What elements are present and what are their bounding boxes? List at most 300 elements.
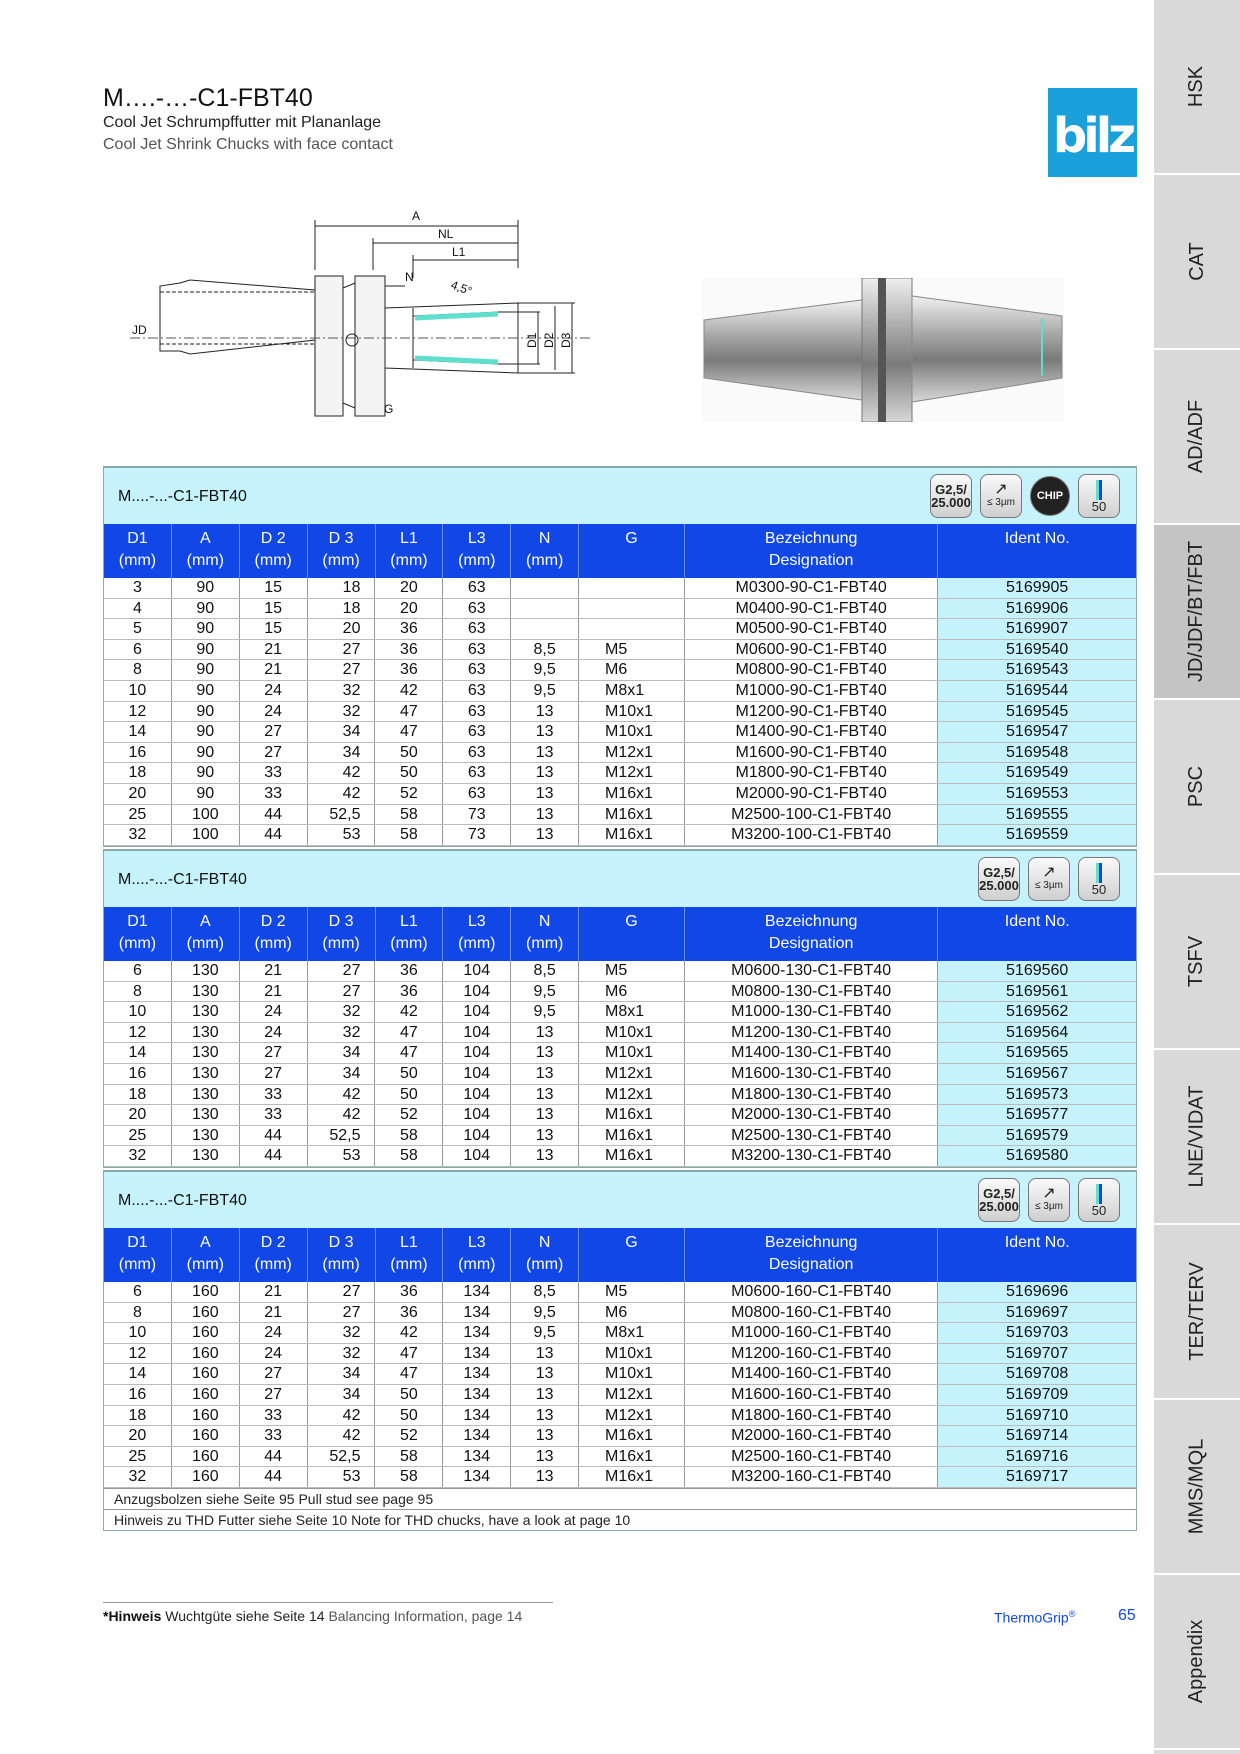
- page-number: 65: [1118, 1607, 1136, 1624]
- table-cell: 13: [511, 825, 579, 845]
- table-cell: 32: [308, 1002, 376, 1022]
- sidebar-tab-label: HSK: [1185, 65, 1208, 108]
- table-cell: 36: [375, 619, 443, 639]
- table-cell: M8x1: [579, 1323, 685, 1343]
- table-cell: [579, 619, 685, 639]
- table-cell: 5169562: [938, 1002, 1136, 1022]
- table-cell: 5169561: [938, 982, 1136, 1002]
- table-cell: 18: [104, 763, 172, 783]
- table-cell: 13: [511, 1467, 579, 1487]
- subtitle-english: Cool Jet Shrink Chucks with face contact: [103, 136, 393, 153]
- table-cell: 25: [104, 1126, 172, 1146]
- table-cell: 42: [375, 1323, 443, 1343]
- table-cell: 13: [511, 1344, 579, 1364]
- column-header: Ident No.: [1004, 1234, 1070, 1251]
- table-cell: 47: [375, 1344, 443, 1364]
- runout-icon: ↗ ≤ 3µm: [1028, 857, 1070, 901]
- table-cell: 5169907: [938, 619, 1136, 639]
- table-cell: 13: [511, 763, 579, 783]
- table-cell: M10x1: [579, 1023, 685, 1043]
- table-cell: M12x1: [579, 763, 685, 783]
- table-cell: M16x1: [579, 1105, 685, 1125]
- table-row: [104, 660, 1136, 681]
- table-cell: M5: [579, 640, 685, 660]
- feature-icons: [978, 857, 1120, 901]
- table-cell: 90: [172, 702, 240, 722]
- table-cell: 50: [375, 1406, 443, 1426]
- table-cell: 13: [511, 1447, 579, 1467]
- table-cell: M8x1: [579, 1002, 685, 1022]
- table-cell: 13: [511, 1426, 579, 1446]
- table-cell: M2500-160-C1-FBT40: [685, 1447, 938, 1467]
- table-cell: 53: [308, 1146, 376, 1166]
- table-title: M....-...-C1-FBT40: [118, 871, 247, 888]
- table-cell: 52: [375, 1105, 443, 1125]
- table-cell: 52: [375, 784, 443, 804]
- footer-rule: [103, 1602, 553, 1603]
- table-cell: M2000-90-C1-FBT40: [685, 784, 938, 804]
- table-cell: 16: [104, 1064, 172, 1084]
- footer-note: [103, 1608, 522, 1624]
- table-cell: 104: [443, 1023, 511, 1043]
- column-header: G: [579, 1228, 685, 1282]
- table-cell: 24: [240, 1002, 308, 1022]
- table-cell: M1000-90-C1-FBT40: [685, 681, 938, 701]
- dim-label-l1: L1: [452, 245, 466, 259]
- sidebar-tab-label: MMS/MQL: [1185, 1438, 1208, 1535]
- table-cell: 33: [240, 763, 308, 783]
- table-cell: 63: [443, 743, 511, 763]
- table-cell: 27: [240, 1385, 308, 1405]
- table-cell: M0500-90-C1-FBT40: [685, 619, 938, 639]
- table-cell: 9,5: [511, 681, 579, 701]
- table-cell: 36: [375, 982, 443, 1002]
- table-cell: 90: [172, 640, 240, 660]
- table-row: [104, 805, 1136, 826]
- table-cell: 27: [240, 1064, 308, 1084]
- sidebar-tab-label: JD/JDF/BT/FBT: [1185, 540, 1208, 683]
- table-cell: 90: [172, 681, 240, 701]
- table-row: [104, 1023, 1136, 1044]
- table-cell: 4: [104, 599, 172, 619]
- table-cell: M0600-130-C1-FBT40: [685, 961, 938, 981]
- table-cell: 36: [375, 1303, 443, 1323]
- chip-icon: CHIP: [1030, 476, 1070, 516]
- table-cell: 5169696: [938, 1282, 1136, 1302]
- column-header: L1 (mm): [376, 1228, 444, 1282]
- table-cell: M1000-130-C1-FBT40: [685, 1002, 938, 1022]
- table-cell: 52,5: [308, 1126, 376, 1146]
- table-cell: 5169545: [938, 702, 1136, 722]
- table-cell: 50: [375, 1085, 443, 1105]
- table-row: [104, 1126, 1136, 1147]
- table-cell: 5169707: [938, 1344, 1136, 1364]
- column-header: A (mm): [172, 907, 240, 961]
- table-cell: M10x1: [579, 702, 685, 722]
- table-cell: 8,5: [511, 640, 579, 660]
- table-cell: 3: [104, 578, 172, 598]
- table-cell: 13: [511, 1085, 579, 1105]
- column-header: L1 (mm): [376, 907, 444, 961]
- table-cell: 5169553: [938, 784, 1136, 804]
- bilz-logo: bilz: [1048, 88, 1137, 177]
- table-cell: M6: [579, 982, 685, 1002]
- table-cell: 14: [104, 722, 172, 742]
- table-cell: 63: [443, 660, 511, 680]
- table-cell: 33: [240, 1085, 308, 1105]
- table-cell: 130: [172, 1043, 240, 1063]
- product-table: [103, 849, 1137, 1168]
- table-cell: 32: [104, 825, 172, 845]
- sidebar-tab-label: TSFV: [1185, 935, 1208, 988]
- column-header: D1 (mm): [104, 1228, 172, 1282]
- table-cell: 130: [172, 1023, 240, 1043]
- table-cell: 18: [104, 1406, 172, 1426]
- table-cell: 47: [375, 1043, 443, 1063]
- table-cell: 5169579: [938, 1126, 1136, 1146]
- table-cell: 160: [172, 1344, 240, 1364]
- table-row: [104, 982, 1136, 1003]
- table-cell: 73: [443, 805, 511, 825]
- table-cell: 13: [511, 784, 579, 804]
- table-cell: M16x1: [579, 1426, 685, 1446]
- table-row: [104, 1344, 1136, 1365]
- table-cell: 160: [172, 1303, 240, 1323]
- table-cell: 5169906: [938, 599, 1136, 619]
- footer-note-text: Wuchtgüte siehe Seite 14: [161, 1608, 329, 1624]
- table-cell: 32: [308, 1023, 376, 1043]
- table-cell: 14: [104, 1043, 172, 1063]
- table-cell: 42: [308, 1426, 376, 1446]
- table-cell: 47: [375, 722, 443, 742]
- table-title: M....-...-C1-FBT40: [118, 1192, 247, 1209]
- table-cell: 47: [375, 702, 443, 722]
- column-header: G: [579, 907, 685, 961]
- sidebar-tab[interactable]: [1154, 700, 1240, 875]
- table-cell: M12x1: [579, 1385, 685, 1405]
- sidebar-tab-label: Appendix: [1185, 1619, 1208, 1704]
- table-cell: 13: [511, 743, 579, 763]
- table-cell: [511, 619, 579, 639]
- table-cell: 13: [511, 702, 579, 722]
- table-cell: 44: [240, 1126, 308, 1146]
- table-cell: M6: [579, 1303, 685, 1323]
- table-cell: 5169573: [938, 1085, 1136, 1105]
- table-row: [104, 1282, 1136, 1303]
- table-cell: 21: [240, 640, 308, 660]
- table-cell: M0600-160-C1-FBT40: [685, 1282, 938, 1302]
- table-cell: 63: [443, 599, 511, 619]
- column-header: G: [579, 524, 685, 578]
- dim-label-d1: D1: [525, 332, 539, 348]
- table-cell: M16x1: [579, 784, 685, 804]
- column-header: D1 (mm): [104, 524, 172, 578]
- table-header: [104, 1228, 1136, 1282]
- table-cell: 24: [240, 702, 308, 722]
- table-cell: 8: [104, 1303, 172, 1323]
- column-header: Bezeichnung Designation: [685, 907, 939, 961]
- table-cell: 52,5: [308, 805, 376, 825]
- table-cell: 90: [172, 619, 240, 639]
- table-cell: 5169548: [938, 743, 1136, 763]
- table-cell: 13: [511, 1385, 579, 1405]
- table-cell: [511, 599, 579, 619]
- table-cell: 5169710: [938, 1406, 1136, 1426]
- table-cell: 63: [443, 578, 511, 598]
- column-header: D 3 (mm): [308, 1228, 376, 1282]
- table-cell: M12x1: [579, 1085, 685, 1105]
- column-header: D 3 (mm): [308, 907, 376, 961]
- footer-note-en: Balancing Information,: [328, 1608, 468, 1624]
- table-cell: 134: [443, 1344, 511, 1364]
- table-cell: 33: [240, 784, 308, 804]
- table-cell: 20: [375, 578, 443, 598]
- table-cell: M12x1: [579, 1064, 685, 1084]
- table-cell: 58: [375, 1146, 443, 1166]
- table-cell: 100: [172, 825, 240, 845]
- table-cell: 36: [375, 660, 443, 680]
- table-cell: 44: [240, 1447, 308, 1467]
- table-cell: 10: [104, 1002, 172, 1022]
- sidebar-tab[interactable]: [1154, 350, 1240, 525]
- table-row: [104, 599, 1136, 620]
- table-cell: 13: [511, 1105, 579, 1125]
- table-cell: 90: [172, 599, 240, 619]
- table-cell: 50: [375, 1385, 443, 1405]
- table-note: Hinweis zu THD Futter siehe Seite 10 Note for THD chucks, have a look at page 10: [104, 1509, 1136, 1530]
- sidebar-tab[interactable]: [1154, 175, 1240, 350]
- table-cell: M2500-100-C1-FBT40: [685, 805, 938, 825]
- table-cell: 130: [172, 1126, 240, 1146]
- sidebar-tab[interactable]: [1154, 1225, 1240, 1400]
- table-row: [104, 1406, 1136, 1427]
- table-cell: 5169580: [938, 1146, 1136, 1166]
- table-cell: M1200-130-C1-FBT40: [685, 1023, 938, 1043]
- table-cell: 27: [240, 1043, 308, 1063]
- table-cell: 36: [375, 961, 443, 981]
- table-note: Anzugsbolzen siehe Seite 95 Pull stud see page 95: [104, 1488, 1136, 1509]
- table-cell: [511, 578, 579, 598]
- table-cell: 160: [172, 1467, 240, 1487]
- table-cell: 134: [443, 1385, 511, 1405]
- table-cell: M1200-90-C1-FBT40: [685, 702, 938, 722]
- table-cell: M1800-130-C1-FBT40: [685, 1085, 938, 1105]
- table-cell: 160: [172, 1385, 240, 1405]
- table-cell: M1400-130-C1-FBT40: [685, 1043, 938, 1063]
- table-cell: 21: [240, 1303, 308, 1323]
- table-row: [104, 640, 1136, 661]
- table-cell: 5169697: [938, 1303, 1136, 1323]
- feature-icons: [930, 474, 1120, 518]
- table-cell: 104: [443, 961, 511, 981]
- table-row: [104, 702, 1136, 723]
- table-cell: 15: [240, 599, 308, 619]
- table-cell: M2000-130-C1-FBT40: [685, 1105, 938, 1125]
- table-cell: 34: [308, 1364, 376, 1384]
- table-cell: 20: [104, 784, 172, 804]
- table-title-bar: [104, 851, 1136, 907]
- table-cell: 13: [511, 1064, 579, 1084]
- table-cell: M16x1: [579, 1447, 685, 1467]
- table-cell: 63: [443, 722, 511, 742]
- table-cell: 34: [308, 1043, 376, 1063]
- table-cell: 5169560: [938, 961, 1136, 981]
- table-row: [104, 1467, 1136, 1488]
- table-cell: 12: [104, 702, 172, 722]
- table-cell: 130: [172, 961, 240, 981]
- table-cell: 134: [443, 1426, 511, 1446]
- table-row: [104, 1085, 1136, 1106]
- table-cell: 27: [308, 640, 376, 660]
- table-cell: 10: [104, 681, 172, 701]
- table-row: [104, 1146, 1136, 1167]
- table-cell: 130: [172, 982, 240, 1002]
- table-cell: 33: [240, 1426, 308, 1446]
- table-row: [104, 1426, 1136, 1447]
- table-cell: 36: [375, 640, 443, 660]
- sidebar-tab[interactable]: [1154, 0, 1240, 175]
- table-cell: 33: [240, 1105, 308, 1125]
- table-cell: 44: [240, 805, 308, 825]
- table-cell: M5: [579, 1282, 685, 1302]
- table-cell: 5169577: [938, 1105, 1136, 1125]
- table-cell: 32: [308, 681, 376, 701]
- table-cell: 21: [240, 660, 308, 680]
- brand-mark: ®: [1068, 1609, 1076, 1619]
- dim-label-d3: D3: [559, 332, 573, 348]
- table-cell: 42: [375, 681, 443, 701]
- brand-text: ThermoGrip: [994, 1609, 1069, 1626]
- sidebar-tab[interactable]: [1154, 525, 1240, 700]
- product-photo: [702, 278, 1064, 422]
- table-cell: 27: [308, 1303, 376, 1323]
- table-cell: M0800-160-C1-FBT40: [685, 1303, 938, 1323]
- table-cell: 50: [375, 1064, 443, 1084]
- table-cell: 24: [240, 1344, 308, 1364]
- table-cell: 42: [308, 1105, 376, 1125]
- table-cell: M3200-100-C1-FBT40: [685, 825, 938, 845]
- table-cell: 63: [443, 681, 511, 701]
- table-cell: M1000-160-C1-FBT40: [685, 1323, 938, 1343]
- table-cell: 104: [443, 982, 511, 1002]
- table-row: [104, 619, 1136, 640]
- table-cell: 18: [308, 599, 376, 619]
- table-row: [104, 784, 1136, 805]
- table-cell: 9,5: [511, 982, 579, 1002]
- table-cell: 5169549: [938, 763, 1136, 783]
- table-cell: 27: [240, 743, 308, 763]
- table-cell: 9,5: [511, 1002, 579, 1022]
- column-header: D 2 (mm): [240, 907, 308, 961]
- product-table: [103, 1170, 1137, 1531]
- table-cell: 32: [104, 1146, 172, 1166]
- table-cell: 44: [240, 825, 308, 845]
- table-cell: 100: [172, 805, 240, 825]
- table-cell: 32: [308, 1323, 376, 1343]
- table-row: [104, 1385, 1136, 1406]
- sidebar-tab-label: CAT: [1185, 242, 1208, 281]
- table-cell: 58: [375, 825, 443, 845]
- table-row: [104, 763, 1136, 784]
- column-header: A (mm): [172, 1228, 240, 1282]
- runout-icon: ↗ ≤ 3µm: [980, 474, 1022, 518]
- table-row: [104, 961, 1136, 982]
- table-cell: M10x1: [579, 1364, 685, 1384]
- table-cell: 14: [104, 1364, 172, 1384]
- table-cell: 10: [104, 1323, 172, 1343]
- table-row: [104, 1064, 1136, 1085]
- column-header: D 2 (mm): [240, 524, 308, 578]
- table-cell: 21: [240, 982, 308, 1002]
- dim-label-n: N: [405, 270, 414, 284]
- table-cell: 21: [240, 961, 308, 981]
- sidebar-tab[interactable]: [1154, 1050, 1240, 1225]
- table-row: [104, 1105, 1136, 1126]
- sidebar-tab-label: PSC: [1185, 765, 1208, 808]
- table-cell: 63: [443, 763, 511, 783]
- table-cell: 13: [511, 1043, 579, 1063]
- table-cell: [579, 599, 685, 619]
- table-cell: M0400-90-C1-FBT40: [685, 599, 938, 619]
- column-header: L3 (mm): [443, 907, 511, 961]
- column-header: D1 (mm): [104, 907, 172, 961]
- column-header: A (mm): [172, 524, 240, 578]
- column-header: Ident No.: [1004, 913, 1070, 930]
- table-cell: 5169703: [938, 1323, 1136, 1343]
- table-cell: 18: [308, 578, 376, 598]
- table-cell: 160: [172, 1447, 240, 1467]
- sidebar-tab[interactable]: [1154, 1575, 1240, 1750]
- table-cell: 104: [443, 1105, 511, 1125]
- sidebar-tab[interactable]: [1154, 1400, 1240, 1575]
- table-cell: 24: [240, 1023, 308, 1043]
- table-cell: 5169717: [938, 1467, 1136, 1487]
- table-cell: M16x1: [579, 805, 685, 825]
- table-cell: 20: [104, 1426, 172, 1446]
- table-cell: 24: [240, 681, 308, 701]
- coolant-bar-icon: 50: [1078, 1178, 1120, 1222]
- table-cell: 42: [375, 1002, 443, 1022]
- table-cell: 5169567: [938, 1064, 1136, 1084]
- table-cell: M1600-130-C1-FBT40: [685, 1064, 938, 1084]
- table-row: [104, 1323, 1136, 1344]
- table-cell: M16x1: [579, 1126, 685, 1146]
- table-row: [104, 578, 1136, 599]
- table-cell: 63: [443, 702, 511, 722]
- table-cell: 34: [308, 1064, 376, 1084]
- table-cell: 134: [443, 1447, 511, 1467]
- table-row: [104, 1303, 1136, 1324]
- table-cell: 16: [104, 743, 172, 763]
- table-cell: 8,5: [511, 961, 579, 981]
- sidebar-tab[interactable]: [1154, 875, 1240, 1050]
- table-cell: 104: [443, 1043, 511, 1063]
- table-cell: 13: [511, 1126, 579, 1146]
- table-cell: 33: [240, 1406, 308, 1426]
- column-header: D 2 (mm): [240, 1228, 308, 1282]
- table-cell: M1800-90-C1-FBT40: [685, 763, 938, 783]
- table-cell: 52,5: [308, 1447, 376, 1467]
- table-cell: 32: [308, 1344, 376, 1364]
- table-cell: 90: [172, 722, 240, 742]
- table-cell: 12: [104, 1344, 172, 1364]
- table-cell: M0800-130-C1-FBT40: [685, 982, 938, 1002]
- table-cell: 21: [240, 1282, 308, 1302]
- table-row: [104, 1002, 1136, 1023]
- table-row: [104, 1043, 1136, 1064]
- table-cell: M12x1: [579, 1406, 685, 1426]
- table-cell: 5169540: [938, 640, 1136, 660]
